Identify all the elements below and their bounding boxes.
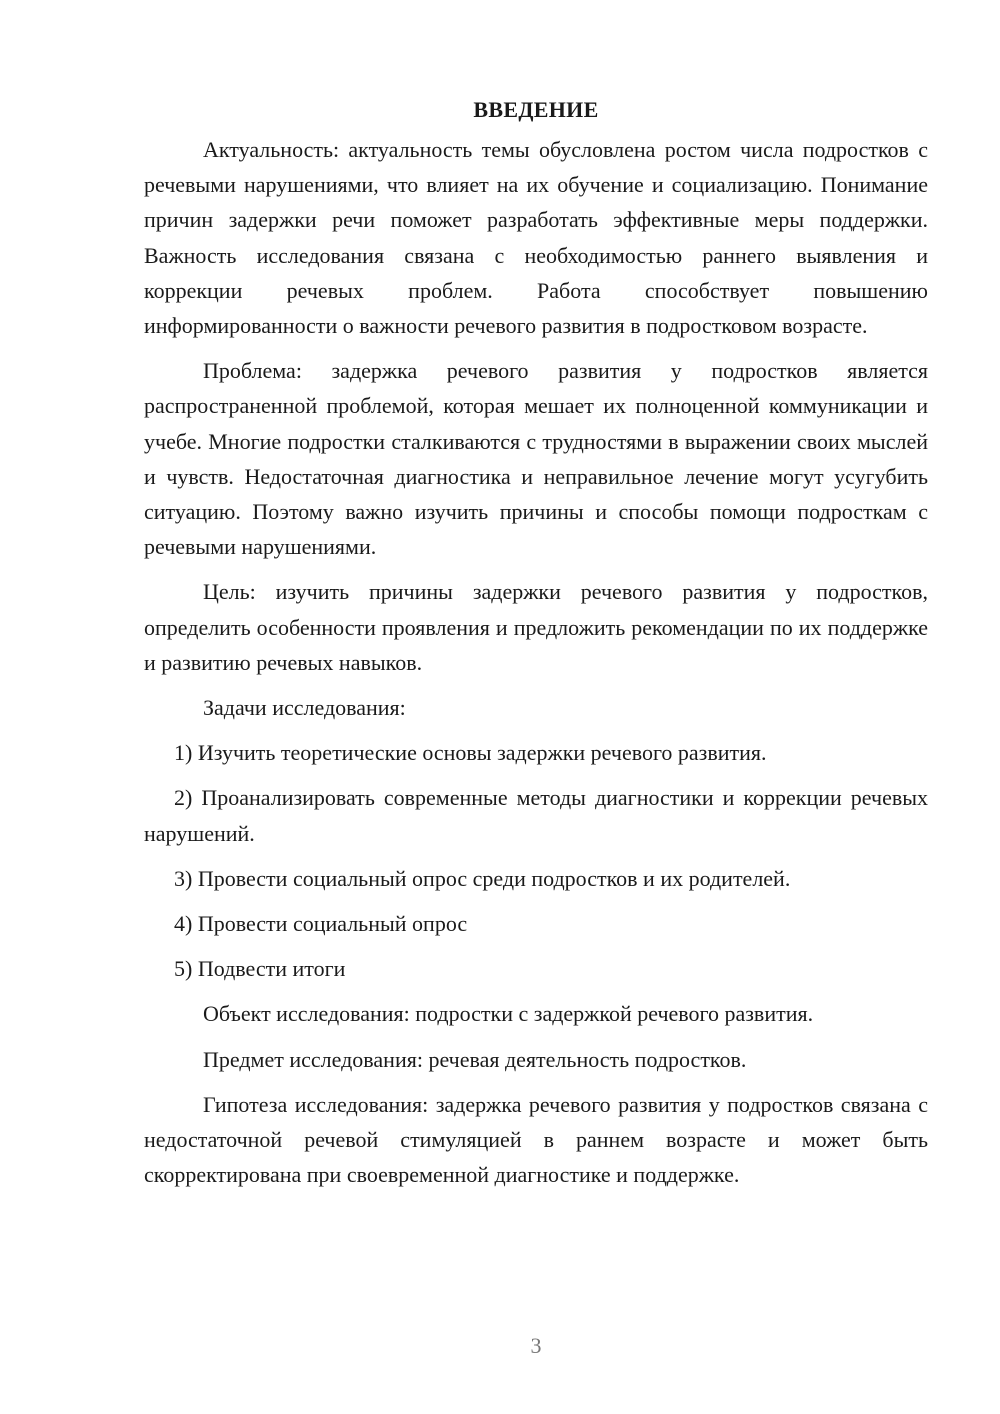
document-page <box>144 92 928 1202</box>
paragraph-object: Объект исследования: подростки с задержкой речевого развития. <box>203 1001 814 1027</box>
paragraph-goal: Цель: изучить причины задержки речевого развития у подростков, определить особенности проявления и предложить рекомендации по их поддержке и развитию речевых навыков. <box>144 579 928 675</box>
task-item-1: 1) Изучить теоретические основы задержки речевого развития. <box>174 740 767 766</box>
paragraph-problem: Проблема: задержка речевого развития у подростков является распространенной проблемой, которая мешает их полноценной коммуникации и учебе. Многие подростки сталкиваются с трудностями в выражении своих мыслей и чувств. Недостаточная диагностика и неправильное лечение могут усугубить ситуацию. Поэтому важно изучить причины и способы помощи подросткам с речевыми нарушениями. <box>144 358 928 560</box>
paragraph-relevance: Актуальность: актуальность темы обусловлена ростом числа подростков с речевыми нарушениями, что влияет на их обучение и социализацию. Понимание причин задержки речи поможет разработать эффективные меры поддержки. Важность исследования связана с необходимостью раннего выявления и коррекции речевых проблем. Работа способствует повышению информированности о важности речевого развития в подростковом возрасте. <box>144 137 928 339</box>
task-item-3: 3) Провести социальный опрос среди подростков и их родителей. <box>174 865 791 891</box>
paragraph-hypothesis: Гипотеза исследования: задержка речевого развития у подростков связана с недостаточной речевой стимуляцией в раннем возрасте и может быть скорректирована при своевременной диагностике и поддержке. <box>144 1091 928 1188</box>
page-number: 3 <box>530 1333 542 1358</box>
task-item-2: 2) Проанализировать современные методы диагностики и коррекции речевых нарушений. <box>144 785 928 846</box>
task-item-4: 4) Провести социальный опрос <box>174 911 468 937</box>
task-item-5: 5) Подвести итоги <box>174 956 346 982</box>
paragraph-subject: Предмет исследования: речевая деятельность подростков. <box>203 1046 747 1072</box>
section-title: ВВЕДЕНИЕ <box>473 97 599 122</box>
paragraph-tasks-heading: Задачи исследования: <box>203 695 406 721</box>
